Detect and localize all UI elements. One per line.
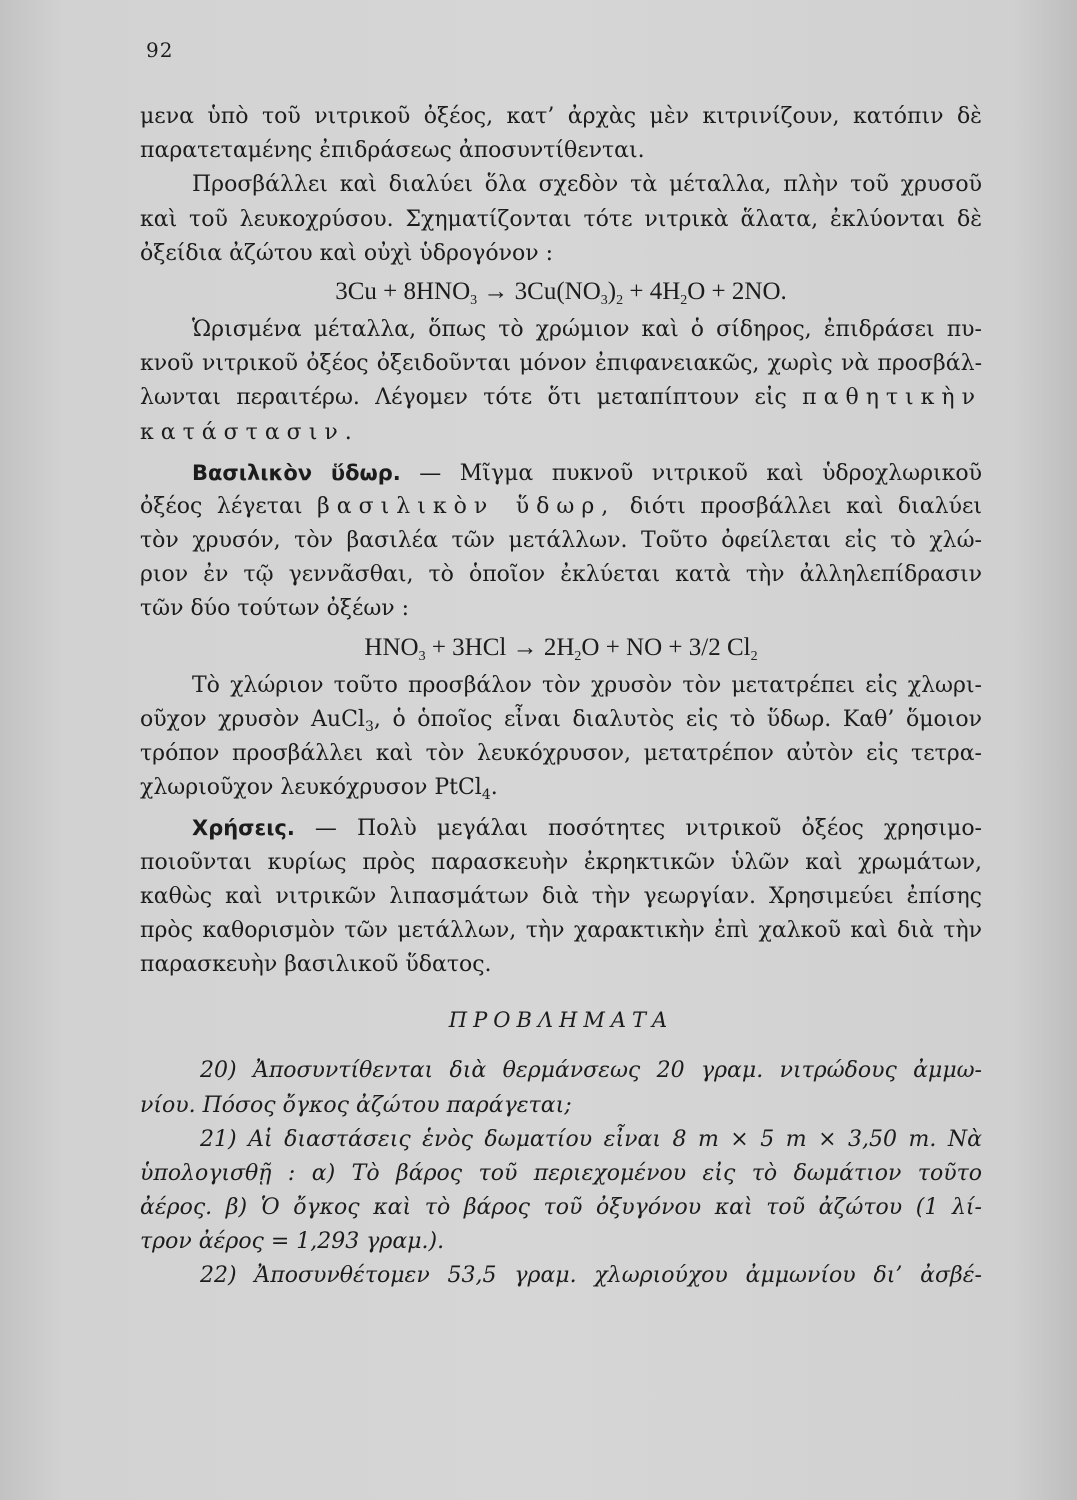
body-line: κνοῦ νιτρικοῦ ὀξέος ὀξειδοῦνται μόνον ἐπιφανειακῶς, χωρὶς νὰ προσβάλ- [140, 351, 982, 377]
problem-line: 22) Ἀποσυνθέτομεν 53,5 γραμ. χλωριούχου ἀμμωνίου δι’ ἀσβέ- [200, 1263, 982, 1289]
page-body [140, 100, 982, 1294]
body-line: πρὸς καθορισμὸν τῶν μετάλλων, τὴν χαρακτικὴν ἐπὶ χαλκοῦ καὶ διὰ τὴν [140, 917, 982, 943]
spaced-term: κατάστασιν. [140, 419, 359, 445]
body-line: μενα ὑπὸ τοῦ νιτρικοῦ ὀξέος, κατ’ ἀρχὰς μὲν κιτρινίζουν, κατόπιν δὲ [140, 104, 982, 129]
body-line: Τὸ χλώριον τοῦτο προσβάλον τὸν χρυσὸν τὸν μετατρέπει εἰς χλωρι- [192, 672, 982, 698]
body-line: τρόπον προσβάλλει καὶ τὸν λευκόχρυσον, μετατρέπον αὐτὸν εἰς τετρα- [140, 741, 982, 766]
problem-line: ἀέρος. β) Ὁ ὄγκος καὶ τὸ βάρος τοῦ ὀξυγόνου καὶ τοῦ ἀζώτου (1 λί- [140, 1195, 982, 1221]
body-line: Ὡρισμένα μέταλλα, ὅπως τὸ χρώμιον καὶ ὁ σίδηρος, ἐπιδράσει πυ- [192, 316, 982, 342]
problem-line: 21) Αἱ διαστάσεις ἑνὸς δωματίου εἶναι 8 m × 5 m × 3,50 m. Νὰ [200, 1126, 982, 1152]
section-heading-aqua-regia: Βασιλικὸν ὕδωρ. [192, 460, 401, 485]
body-line: παρατεταμένης ἐπιδράσεως ἀποσυντίθενται. [140, 138, 645, 164]
chemical-equation-1: $3Cu + 8HNO_3 \to 3Cu(NO_3)_2 + 4H_2O + 2NO$. [335, 277, 787, 308]
spaced-term: παθητικὴν [802, 385, 982, 411]
body-line: καθὼς καὶ νιτρικῶν λιπασμάτων διὰ τὴν γεωργίαν. Χρησιμεύει ἐπίσης [140, 883, 982, 909]
body-line: Βασιλικὸν ὕδωρ. — Μῖγμα πυκνοῦ νιτρικοῦ καὶ ὑδροχλωρικοῦ [192, 460, 983, 486]
problems-title: ΠΡΟΒΛΗΜΑΤΑ [448, 1008, 674, 1033]
problem-line: ὑπολογισθῇ : α) Τὸ βάρος τοῦ περιεχομένου εἰς τὸ δωμάτιον τοῦτο [140, 1160, 982, 1186]
body-line: ὀξέος λέγεται βασιλικὸν ὕδωρ, διότι προσβάλλει καὶ διαλύει [140, 493, 982, 519]
problem-line: 20) Ἀποσυντίθενται διὰ θερμάνσεως 20 γραμ. νιτρώδους ἀμμω- [200, 1058, 982, 1084]
body-line: παρασκευὴν βασιλικοῦ ὕδατος. [140, 952, 492, 978]
body-line: καὶ τοῦ λευκοχρύσου. Σχηματίζονται τότε νιτρικὰ ἅλατα, ἐκλύονται δὲ [140, 206, 982, 232]
body-line: Χρήσεις. — Πολὺ μεγάλαι ποσότητες νιτρικοῦ ὀξέος χρησιμο- [192, 816, 982, 842]
problem-line: τρον ἀέρος = 1,293 γραμ.). [140, 1229, 445, 1255]
page-number: 92 [146, 38, 174, 62]
body-line: χλωριοῦχον λευκόχρυσον PtCl$_4$. [140, 775, 498, 804]
body-line: τῶν δύο τούτων ὀξέων : [140, 596, 410, 622]
body-line: λωνται περαιτέρω. Λέγομεν τότε ὅτι μεταπίπτουν εἰς παθητικὴν [140, 385, 982, 411]
spaced-term: βασιλικὸν ὕδωρ, [317, 493, 616, 519]
section-heading-uses: Χρήσεις. [192, 816, 295, 841]
body-line: Προσβάλλει καὶ διαλύει ὅλα σχεδὸν τὰ μέταλλα, πλὴν τοῦ χρυσοῦ [192, 172, 982, 198]
body-line: ποιοῦνται κυρίως πρὸς παρασκευὴν ἐκρηκτικῶν ὑλῶν καὶ χρωμάτων, [140, 849, 982, 875]
body-line: ὀξείδια ἀζώτου καὶ οὐχὶ ὑδρογόνον : [140, 240, 553, 266]
problem-line: νίου. Πόσος ὄγκος ἀζώτου παράγεται; [140, 1092, 572, 1118]
chemical-equation-2: $HNO_3 + 3HCl \to 2H_2O$ + NO + 3/2 $Cl_2$ [364, 633, 758, 664]
body-line: οῦχον χρυσὸν AuCl$_3$, ὁ ὁποῖος εἶναι διαλυτὸς εἰς τὸ ὕδωρ. Καθ’ ὅμοιον [140, 706, 982, 735]
body-line: τὸν χρυσόν, τὸν βασιλέα τῶν μετάλλων. Τοῦτο ὀφείλεται εἰς τὸ χλώ- [140, 528, 982, 554]
body-line: ριον ἐν τῷ γεννᾶσθαι, τὸ ὁποῖον ἐκλύεται κατὰ τὴν ἀλληλεπίδρασιν [140, 562, 982, 588]
